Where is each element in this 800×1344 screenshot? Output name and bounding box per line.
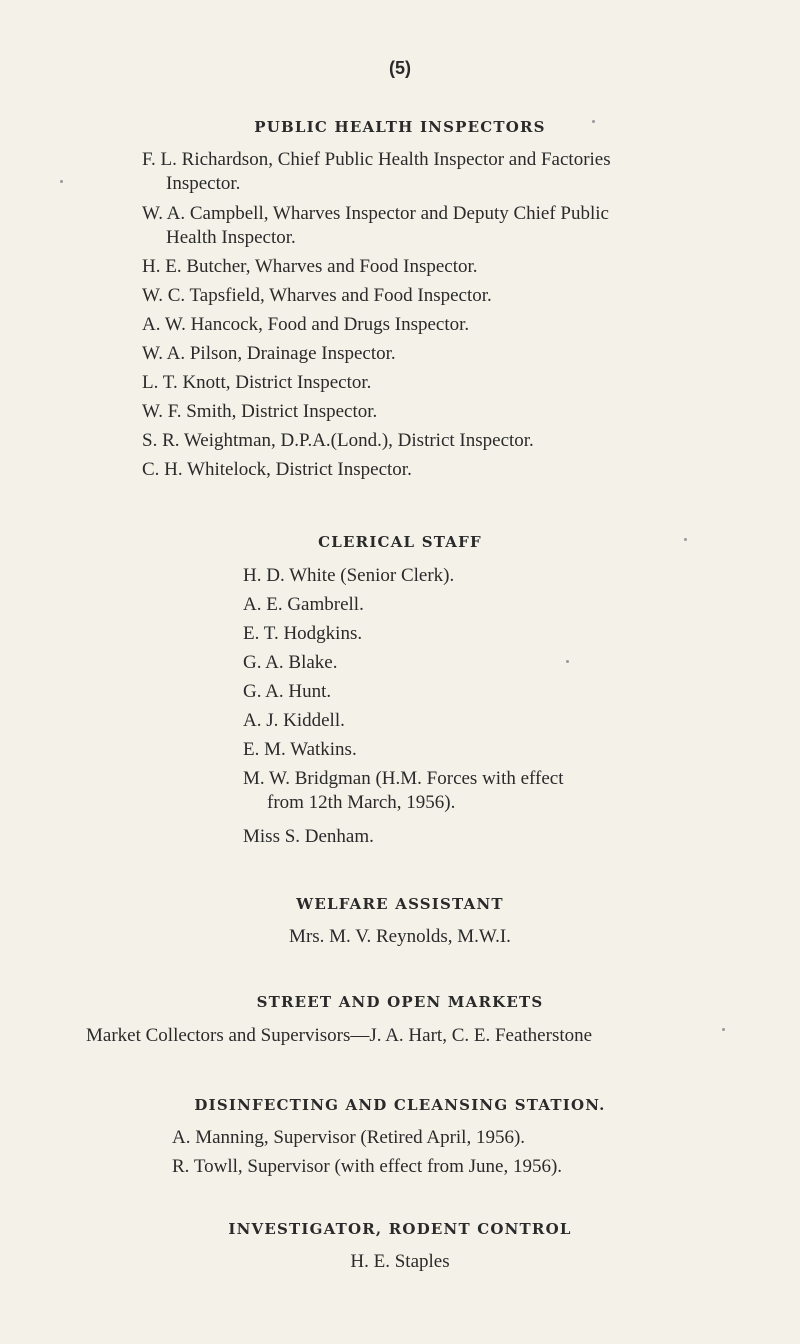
paper-speck xyxy=(684,538,687,541)
page-number: (5) xyxy=(389,58,411,78)
list-item: A. E. Gambrell. xyxy=(243,594,364,615)
entry-line: M. W. Bridgman (H.M. Forces with effect xyxy=(243,768,564,789)
entry-continuation: Health Inspector. xyxy=(166,227,296,248)
list-item: R. Towll, Supervisor (with effect from June, 1956). xyxy=(172,1156,563,1177)
heading-disinfecting-station: DISINFECTING AND CLEANSING STATION. xyxy=(194,1096,606,1114)
list-item: A. J. Kiddell. xyxy=(243,710,345,731)
list-item: H. E. Butcher, Wharves and Food Inspector. xyxy=(142,256,478,277)
heading-clerical-staff: CLERICAL STAFF xyxy=(318,533,482,551)
list-item: G. A. Hunt. xyxy=(243,681,332,702)
list-item: A. Manning, Supervisor (Retired April, 1956). xyxy=(172,1127,526,1148)
heading-rodent-control: INVESTIGATOR, RODENT CONTROL xyxy=(228,1220,572,1238)
paper-speck xyxy=(60,180,63,183)
list-item: Mrs. M. V. Reynolds, M.W.I. xyxy=(289,926,511,947)
entry-continuation: from 12th March, 1956). xyxy=(267,792,456,813)
list-item: Miss S. Denham. xyxy=(243,826,374,847)
entry-continuation: Inspector. xyxy=(166,173,241,194)
list-item: W. C. Tapsfield, Wharves and Food Inspector. xyxy=(142,285,492,306)
heading-public-health-inspectors: PUBLIC HEALTH INSPECTORS xyxy=(254,118,546,136)
list-item xyxy=(142,148,611,196)
entry-line: W. A. Campbell, Wharves Inspector and Deputy Chief Public xyxy=(142,203,609,224)
list-item: G. A. Blake. xyxy=(243,652,338,673)
list-item: E. T. Hodgkins. xyxy=(243,623,363,644)
paper-speck xyxy=(722,1028,725,1031)
list-item xyxy=(243,767,564,815)
list-item: E. M. Watkins. xyxy=(243,739,357,760)
list-item: H. E. Staples xyxy=(350,1251,450,1272)
list-item xyxy=(142,202,609,250)
list-item: W. F. Smith, District Inspector. xyxy=(142,401,378,422)
list-item: A. W. Hancock, Food and Drugs Inspector. xyxy=(142,314,470,335)
heading-street-markets: STREET AND OPEN MARKETS xyxy=(256,993,544,1011)
entry-line: F. L. Richardson, Chief Public Health Inspector and Factories xyxy=(142,149,611,170)
list-item: C. H. Whitelock, District Inspector. xyxy=(142,459,412,480)
paper-speck xyxy=(592,120,595,123)
list-item: H. D. White (Senior Clerk). xyxy=(243,565,455,586)
paper-speck xyxy=(566,660,569,663)
list-item: W. A. Pilson, Drainage Inspector. xyxy=(142,343,396,364)
list-item: Market Collectors and Supervisors—J. A. Hart, C. E. Featherstone xyxy=(86,1025,593,1046)
heading-welfare-assistant: WELFARE ASSISTANT xyxy=(296,895,504,913)
list-item: S. R. Weightman, D.P.A.(Lond.), District Inspector. xyxy=(142,430,534,451)
list-item: L. T. Knott, District Inspector. xyxy=(142,372,372,393)
